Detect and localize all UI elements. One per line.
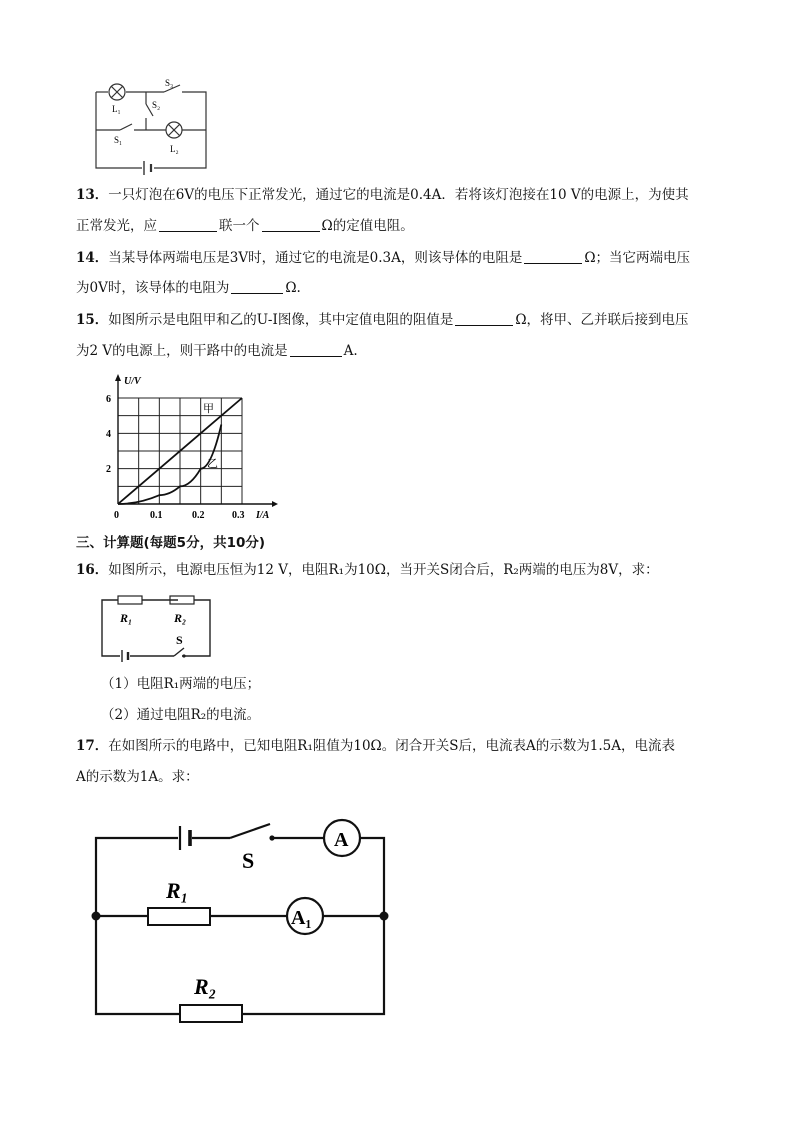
y-tick-6: 6: [106, 394, 111, 405]
q16-sub2: （2）通过电阻R₂的电流。: [101, 707, 261, 723]
q13-line1: [76, 186, 689, 204]
circuit-figure-q17: [90, 818, 400, 1033]
x-tick-0.2: 0.2: [192, 510, 205, 521]
q16-line: [76, 561, 659, 579]
ammeter-a1-label: A₁: [291, 907, 312, 929]
q13-text-2a: 正常发光，应: [76, 218, 157, 234]
q14-text-1b: Ω；当它两端电压: [584, 250, 691, 266]
series-line-yi: [118, 425, 221, 505]
q16-switch-contact: [182, 654, 185, 657]
q16-label-s: S: [176, 633, 183, 647]
label-l2: L₂: [170, 144, 179, 154]
q14-line1: [76, 249, 690, 267]
q15-text-2b: A.: [343, 343, 358, 359]
x-tick-0: 0: [114, 510, 119, 521]
x-tick-0.1: 0.1: [150, 510, 163, 521]
q17-line1: [76, 737, 675, 755]
q13-text-2b: 联一个: [219, 218, 260, 234]
series-label-yi: 乙: [207, 458, 218, 470]
q17-switch-contact: [269, 835, 274, 840]
q14-number: 14．: [76, 250, 109, 266]
q13-blank-2[interactable]: [262, 219, 320, 232]
q15-line1: [76, 311, 689, 329]
q13-number: 13．: [76, 187, 109, 203]
q16-sub1: （1）电阻R₁两端的电压；: [101, 676, 261, 692]
chart-axes: [115, 374, 278, 507]
q13-text-1: 一只灯泡在6V的电压下正常发光，通过它的电流是0.4A．若将该灯泡接在10 V的电源上，为使其: [108, 187, 689, 203]
circuit-figure-lamps: [90, 72, 230, 177]
q17-label-r1: R₁: [166, 878, 189, 903]
series-label-jia: 甲: [203, 403, 214, 415]
q15-text-1b: Ω，将甲、乙并联后接到电压: [515, 312, 689, 328]
q14-line2: [76, 279, 301, 297]
q13-text-2c: Ω的定值电阻。: [321, 218, 414, 234]
q17-label-r2: R₂: [194, 974, 217, 999]
q17-text-2: A的示数为1A。求：: [76, 769, 199, 785]
junction-left: [92, 912, 101, 921]
q15-text-2a: 为2 V的电源上，则干路中的电流是: [76, 343, 288, 359]
q17-label-s: S: [242, 848, 255, 873]
y-tick-2: 2: [106, 464, 111, 475]
label-s3: S₃: [165, 78, 174, 88]
q16-label-r2: R₂: [174, 611, 187, 625]
y-tick-4: 4: [106, 429, 111, 440]
circuit-figure-q16: [98, 592, 218, 664]
q13-line2: [76, 217, 414, 235]
q17-text-1: 在如图所示的电路中，已知电阻R₁阻值为10Ω。闭合开关S后，电流表A的示数为1.5A，电流表: [108, 738, 675, 754]
label-s1: S₁: [114, 135, 123, 145]
q14-blank-2[interactable]: [231, 281, 283, 294]
y-axis-label: U/V: [124, 376, 141, 387]
section-3-heading: 三、计算题(每题5分，共10分): [76, 535, 266, 551]
q14-text-1a: 当某导体两端电压是3V时，通过它的电流是0.3A，则该导体的电阻是: [108, 250, 523, 266]
x-axis-label: I/A: [256, 510, 270, 521]
q17-line2: [76, 768, 199, 786]
x-tick-0.3: 0.3: [232, 510, 245, 521]
junction-right: [380, 912, 389, 921]
q14-text-2a: 为0V时，该导体的电阻为: [76, 280, 230, 296]
label-l1: L₁: [112, 104, 121, 114]
q14-text-2b: Ω.: [285, 280, 301, 296]
q13-blank-1[interactable]: [159, 219, 217, 232]
q16-number: 16．: [76, 562, 109, 578]
ui-graph: [100, 372, 290, 522]
q14-blank-1[interactable]: [524, 251, 582, 264]
q15-line2: [76, 342, 358, 360]
label-s2: S₂: [152, 100, 161, 110]
q16-text: 如图所示，电源电压恒为12 V，电阻R₁为10Ω，当开关S闭合后，R₂两端的电压为8V，求：: [108, 562, 659, 578]
q15-text-1a: 如图所示是电阻甲和乙的U-I图像，其中定值电阻的阻值是: [108, 312, 454, 328]
q15-blank-2[interactable]: [290, 344, 342, 357]
q15-number: 15．: [76, 312, 109, 328]
ammeter-a-label: A: [334, 829, 349, 851]
q17-number: 17．: [76, 738, 109, 754]
q15-blank-1[interactable]: [455, 313, 513, 326]
q16-label-r1: R₁: [120, 611, 133, 625]
